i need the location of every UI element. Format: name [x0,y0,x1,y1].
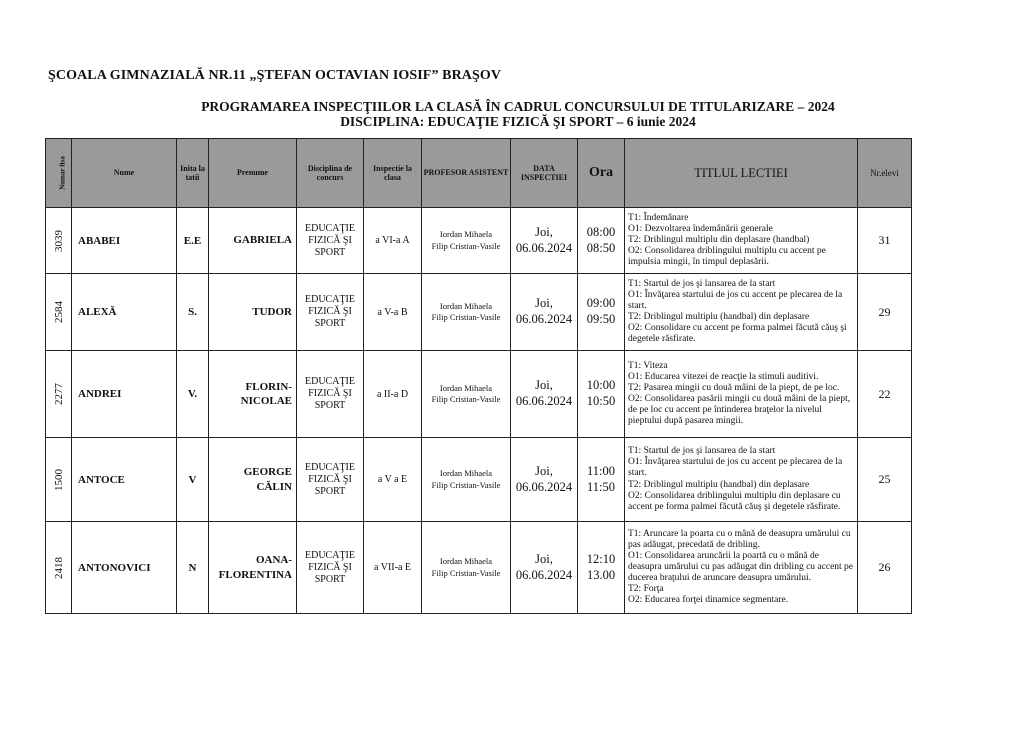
lesson-line: T2: Driblingul multiplu (handbal) din deplasare [628,479,810,490]
lesson-line: O1: Consolidarea aruncării la poartă cu o mână de deasupra umărului cu pas adăugat din dribling cu accent pe ducerea braţului de aruncare deasupra umărului. [628,550,854,584]
cell-fisa: 2277 [46,351,72,438]
cell-nume: ALEXĂ [72,274,177,351]
cell-profesor: Iordan Mihaela Filip Cristian-Vasile [422,208,511,274]
cell-data: Joi, 06.06.2024 [511,522,578,614]
lesson-line: O1: Învăţarea startului de jos cu accent pe plecarea de la start. [628,457,843,479]
cell-nr-elevi: 29 [858,274,912,351]
cell-ora: 12:10 13.00 [578,522,625,614]
school-name: ŞCOALA GIMNAZIALĂ NR.11 „ŞTEFAN OCTAVIAN IOSIF” BRAŞOV [48,68,502,83]
col-header-fisa: Numar fisa [46,139,72,208]
header-row [46,139,912,208]
cell-prenume: OANA- FLORENTINA [209,522,297,614]
cell-ora: 11:00 11:50 [578,438,625,522]
cell-inspectie: a V-a B [364,274,422,351]
lesson-line: T1: Startul de jos şi lansarea de la start [628,446,776,457]
cell-data: Joi, 06.06.2024 [511,351,578,438]
lesson-line: O2: Consolidare cu accent pe forma palmei făcută căuş şi degetele răsfirate. [628,323,847,345]
lesson-line: O1: Educarea vitezei de reacţie la stimuli auditivi. [628,371,819,382]
lesson-line: O2: Consolidarea driblingului multiplu din deplasare cu accent pe forma palmei făcută căuş şi degetele răsfirate. [628,490,841,512]
cell-init: E.E [177,208,209,274]
cell-profesor: Iordan Mihaela Filip Cristian-Vasile [422,274,511,351]
cell-ora: 08:00 08:50 [578,208,625,274]
table-row [46,522,912,614]
cell-disciplina: EDUCAŢIE FIZICĂ ŞI SPORT [297,522,364,614]
cell-data: Joi, 06.06.2024 [511,208,578,274]
cell-inspectie: a V a E [364,438,422,522]
document-subtitle: DISCIPLINA: EDUCAŢIE FIZICĂ ŞI SPORT – 6 iunie 2024 [340,114,696,129]
col-header-nume: Nume [72,139,177,208]
cell-fisa: 1500 [46,438,72,522]
cell-titlu [625,522,858,614]
lesson-line: T1: Îndemânare [628,212,689,223]
lesson-line: O1: Învăţarea startului de jos cu accent pe plecarea de la start. [628,289,843,311]
cell-ora: 10:00 10:50 [578,351,625,438]
lesson-line: O2: Consolidarea pasării mingii cu două mâini de la piept, de pe loc cu accent pe întinderea braţelor la nivelul pieptului după pasarea mingii. [628,394,851,427]
cell-profesor: Iordan Mihaela Filip Cristian-Vasile [422,522,511,614]
lesson-line: T2: Pasarea mingii cu două mâini de la piept, de pe loc. [628,382,840,393]
table-row [46,274,912,351]
cell-nr-elevi: 26 [858,522,912,614]
cell-ora: 09:00 09:50 [578,274,625,351]
lesson-line: T1: Startul de jos şi lansarea de la start [628,278,776,289]
col-header-init: Inita la tatii [177,139,209,208]
cell-nume: ABABEI [72,208,177,274]
cell-inspectie: a VII-a E [364,522,422,614]
col-header-profesor: PROFESOR ASISTENT [422,139,511,208]
col-header-prenume: Prenume [209,139,297,208]
col-header-ora: Ora [578,139,625,208]
table-row [46,351,912,438]
cell-nume: ANDREI [72,351,177,438]
table-row [46,438,912,522]
cell-titlu [625,274,858,351]
cell-disciplina: EDUCAŢIE FIZICĂ ŞI SPORT [297,274,364,351]
col-header-data: DATA INSPECTIEI [511,139,578,208]
cell-titlu [625,208,858,274]
cell-disciplina: EDUCAŢIE FIZICĂ ŞI SPORT [297,208,364,274]
cell-nr-elevi: 22 [858,351,912,438]
col-header-inspectie: Inspectie la clasa [364,139,422,208]
cell-fisa: 2584 [46,274,72,351]
col-header-disciplina: Disciplina de concurs [297,139,364,208]
cell-nume: ANTONOVICI [72,522,177,614]
lesson-line: O1: Dezvoltarea îndemânării generale [628,223,773,234]
cell-init: V. [177,351,209,438]
cell-disciplina: EDUCAŢIE FIZICĂ ŞI SPORT [297,438,364,522]
lesson-line: T2: Driblingul multiplu din deplasare (handbal) [628,234,810,245]
cell-profesor: Iordan Mihaela Filip Cristian-Vasile [422,351,511,438]
cell-data: Joi, 06.06.2024 [511,438,578,522]
cell-prenume: TUDOR [209,274,297,351]
lesson-line: T1: Viteza [628,360,668,371]
cell-prenume: FLORIN- NICOLAE [209,351,297,438]
cell-profesor: Iordan Mihaela Filip Cristian-Vasile [422,438,511,522]
cell-fisa: 2418 [46,522,72,614]
cell-disciplina: EDUCAŢIE FIZICĂ ŞI SPORT [297,351,364,438]
document-title: PROGRAMAREA INSPECŢIILOR LA CLASĂ ÎN CADRUL CONCURSULUI DE TITULARIZARE – 2024 [201,99,835,114]
cell-nr-elevi: 31 [858,208,912,274]
lesson-line: O2: Consolidarea driblingului multiplu cu accent pe impulsia mingii, în timpul deplasării. [628,246,826,268]
lesson-line: T2: Forţa [628,584,664,595]
cell-inspectie: a II-a D [364,351,422,438]
table-row [46,208,912,274]
cell-init: V [177,438,209,522]
cell-inspectie: a VI-a A [364,208,422,274]
cell-prenume: GABRIELA [209,208,297,274]
cell-init: N [177,522,209,614]
cell-init: S. [177,274,209,351]
cell-data: Joi, 06.06.2024 [511,274,578,351]
inspection-schedule-table [45,138,912,614]
cell-titlu [625,438,858,522]
cell-fisa: 3039 [46,208,72,274]
cell-prenume: GEORGE CĂLIN [209,438,297,522]
cell-nume: ANTOCE [72,438,177,522]
cell-nr-elevi: 25 [858,438,912,522]
lesson-line: T1: Aruncare la poarta cu o mână de deasupra umărului cu pas adăugat, precedată de dribling. [628,528,851,550]
lesson-line: O2: Educarea forţei dinamice segmentare. [628,595,789,606]
lesson-line: T2: Driblingul multiplu (handbal) din deplasare [628,312,810,322]
col-header-nr-elevi: Nr.elevi [858,139,912,208]
cell-titlu [625,351,858,438]
col-header-titlu: TITLUL LECTIEI [625,139,858,208]
